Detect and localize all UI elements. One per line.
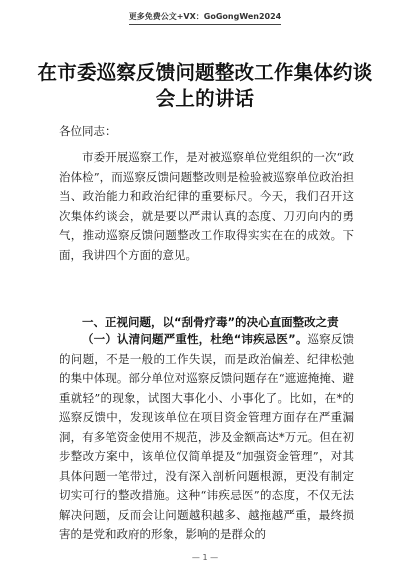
document-title: 在市委巡察反馈问题整改工作集体约谈会上的讲话 bbox=[37, 61, 373, 110]
section-heading-1: 一、正视问题，以“刮骨疗毒”的决心直面整改之责 bbox=[82, 315, 339, 329]
top-banner-bar bbox=[0, 4, 410, 25]
page-number: — 1 — bbox=[191, 553, 219, 562]
paragraph-subsection-1 bbox=[59, 330, 354, 545]
paragraph-intro: 市委开展巡察工作，是对被巡察单位党组织的一次“政治体检”，而巡察反馈问题整改则是检验被巡察单位政治担当、政治能力和政治纪律的重要标尺。今天，我们召开这次集体约谈会，就是要以严肃认真的态度、刀刃向内的勇气，推动巡察反馈问题整改工作取得实实在在的成效。下面，我讲四个方面的意见。 bbox=[59, 150, 354, 262]
top-banner: 更多免费公文+VX：GoGongWen2024 bbox=[129, 11, 282, 25]
salutation: 各位同志： bbox=[59, 124, 117, 138]
paragraph-subsection-1-text: 巡察反馈的问题，不是一般的工作失误，而是政治偏差、纪律松弛的集中体现。部分单位对巡察反馈问题存在“遮遮掩掩、避重就轻”的现象，试图大事化小、小事化了。比如，在*的巡察反馈中，发现该单位在项目资金管理方面存在严重漏洞，有多笔资金使用不规范，涉及金额高达*万元。但在初步整改方案中，该单位仅简单提及“加强资金管理”，对其具体问题一笔带过，没有深入剖析问题根源，更没有制定切实可行的整改措施。这种“讳疾忌医”的态度，不仅无法解决问题，反而会让问题越积越多、越拖越严重，最终损害的是党和政府的形象，影响的是群众的 bbox=[59, 332, 354, 541]
subsection-heading-1: （一）认清问题严重性，杜绝“讳疾忌医”。 bbox=[82, 332, 308, 346]
